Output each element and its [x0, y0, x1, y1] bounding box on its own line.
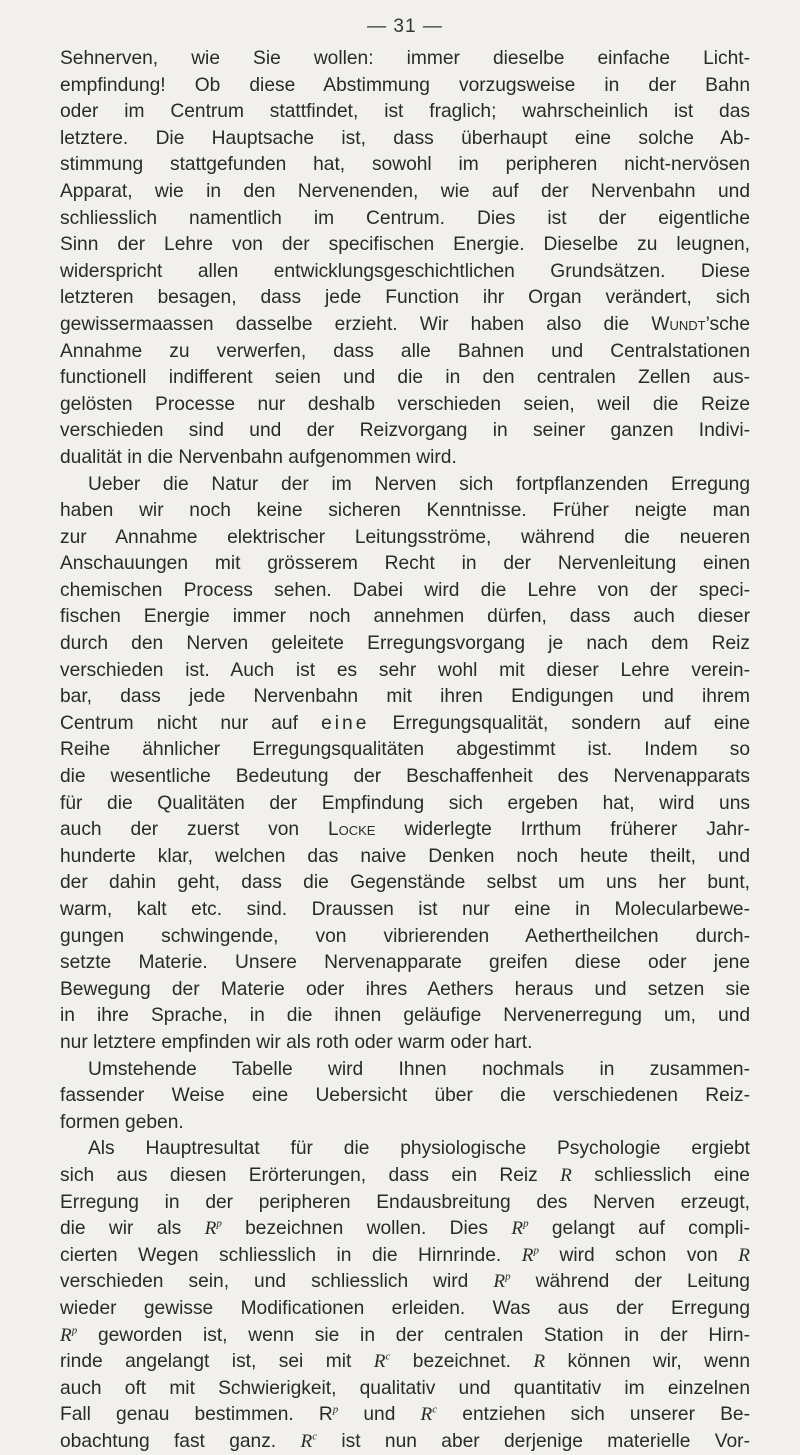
text-line: empfindung! Ob diese Abstimmung vorzugsweise in der Bahn: [60, 74, 750, 96]
text-line: Apparat, wie in den Nervenenden, wie auf der Nervenbahn und: [60, 180, 750, 202]
text-line: gelösten Processe nur deshalb verschieden seien, weil die Reize: [60, 393, 750, 415]
symbol-r: R: [420, 1404, 433, 1426]
text-line: nur letztere empfinden wir als roth oder warm oder hart.: [60, 1031, 533, 1053]
text-line: Erregung in der peripheren Endausbreitung des Nerven erzeugt,: [60, 1191, 750, 1213]
text-line: fischen Energie immer noch annehmen dürfen, dass auch dieser: [60, 606, 750, 628]
symbol-r: R: [521, 1244, 534, 1266]
text-line: fassender Weise eine Uebersicht über die verschiedenen Reiz-: [60, 1085, 750, 1107]
symbol-r: R: [493, 1271, 506, 1293]
symbol-r: R: [533, 1351, 546, 1373]
text-fragment: sich aus diesen Erörterungen, dass ein Reiz: [60, 1164, 538, 1186]
superscript-c: c: [432, 1403, 438, 1416]
superscript-p: p: [523, 1217, 529, 1230]
superscript-p: p: [216, 1217, 222, 1230]
text-line: haben wir noch keine sicheren Kenntnisse. Früher neigte man: [60, 500, 750, 522]
text-line: zur Annahme elektrischer Leitungsströme, während die neueren: [60, 526, 750, 548]
symbol-r-upright: R: [318, 1404, 333, 1426]
text-line: in ihre Sprache, in die ihnen geläufige Nervenerregung um, und: [60, 1005, 750, 1027]
text-line: gungen schwingende, von vibrierenden Aethertheilchen durch-: [60, 925, 750, 947]
text-line: stimmung stattgefunden hat, sowohl im peripheren nicht-nervösen: [60, 154, 750, 176]
text-line: verschieden ist. Auch ist es sehr wohl mit dieser Lehre verein-: [60, 659, 750, 681]
superscript-p: p: [71, 1324, 78, 1337]
text-line: Reihe ähnlicher Erregungsqualitäten abgestimmt ist. Indem so: [60, 739, 750, 761]
text-line: [60, 1163, 750, 1190]
text-line: verschieden sind und der Reizvorgang in seiner ganzen Indivi-: [60, 420, 750, 442]
text-fragment: widerlegte Irrthum früherer Jahr-: [404, 819, 750, 841]
paragraph-1: [60, 46, 750, 472]
text-line: Sehnerven, wie Sie wollen: immer dieselbe einfache Licht-: [60, 48, 750, 69]
emphasized-word: eine: [321, 712, 370, 734]
author-name: Locke: [327, 819, 376, 841]
text-line: setzte Materie. Unsere Nervenapparate greifen diese oder jene: [60, 952, 750, 974]
text-line: die wesentliche Bedeutung der Beschaffenheit des Nervenapparats: [60, 766, 750, 788]
text-line: Umstehende Tabelle wird Ihnen nochmals in zusammen-: [88, 1058, 750, 1080]
text-line: bar, dass jede Nervenbahn mit ihren Endigungen und ihrem: [60, 686, 750, 708]
text-line: hunderte klar, welchen das naive Denken noch heute theilt, und: [60, 845, 750, 867]
text-fragment: bezeichnen wollen. Dies: [245, 1218, 489, 1240]
text-line: Sinn der Lehre von der specifischen Energie. Dieselbe zu leugnen,: [60, 234, 750, 256]
symbol-r: R: [373, 1351, 386, 1373]
text-fragment: wird schon von: [559, 1244, 718, 1266]
text-fragment: geworden ist, wenn sie in der centralen Station in der Hirn-: [97, 1324, 750, 1346]
symbol-r: R: [204, 1218, 217, 1240]
text-fragment: gewissermaassen dasselbe erzieht. Wir haben also die: [60, 313, 630, 335]
superscript-c: c: [312, 1430, 318, 1443]
text-line: für die Qualitäten der Empfindung sich ergeben hat, wird uns: [60, 792, 750, 814]
text-line: [60, 817, 750, 844]
text-fragment: schliesslich eine: [594, 1164, 750, 1186]
text-line: [60, 1216, 750, 1243]
text-fragment: während der Leitung: [535, 1271, 750, 1293]
text-fragment: entziehen sich unserer Be-: [462, 1404, 750, 1426]
text-fragment: cierten Wegen schliesslich in die Hirnrinde.: [60, 1244, 502, 1266]
text-line: [60, 1349, 750, 1376]
text-line: durch den Nerven geleitete Erregungsvorgang je nach dem Reiz: [60, 633, 750, 655]
text-line: [60, 1243, 750, 1270]
text-line: chemischen Process sehen. Dabei wird die Lehre von der speci-: [60, 579, 750, 601]
text-fragment: ist nun aber derjenige materielle Vor-: [341, 1430, 750, 1452]
text-fragment: bezeichnet.: [412, 1351, 511, 1373]
text-line: [60, 312, 750, 339]
text-fragment: und: [363, 1404, 396, 1426]
paragraph-4: [60, 1136, 750, 1455]
text-line: Ueber die Natur der im Nerven sich fortpflanzenden Erregung: [88, 473, 750, 495]
text-fragment: gelangt auf compli-: [551, 1218, 750, 1240]
text-fragment: können wir, wenn: [567, 1351, 750, 1373]
text-line: Annahme zu verwerfen, dass alle Bahnen und Centralstationen: [60, 340, 750, 362]
text-line: auch oft mit Schwierigkeit, qualitativ und quantitativ im einzelnen: [60, 1377, 750, 1399]
text-line: letzteren besagen, dass jede Function ihr Organ verändert, sich: [60, 287, 750, 309]
book-page: [60, 12, 750, 1452]
text-line: dualität in die Nervenbahn aufgenommen wird.: [60, 446, 457, 468]
text-fragment: Centrum nicht nur auf: [60, 712, 298, 734]
page-number: — 31 —: [367, 16, 443, 37]
text-fragment: die wir als: [60, 1218, 182, 1240]
text-line: Bewegung der Materie oder ihres Aethers heraus und setzen sie: [60, 978, 750, 1000]
text-line: Anschauungen mit grösserem Recht in der Nervenleitung einen: [60, 553, 750, 575]
text-line: [60, 1402, 750, 1429]
text-line: [60, 711, 750, 738]
text-line: [60, 1323, 750, 1350]
superscript-c: c: [385, 1350, 391, 1363]
symbol-r: R: [300, 1430, 313, 1452]
text-line: widerspricht allen entwicklungsgeschichtlichen Grundsätzen. Diese: [60, 260, 750, 282]
text-line: formen geben.: [60, 1111, 184, 1133]
text-line: der dahin geht, dass die Gegenstände selbst um uns her bunt,: [60, 872, 750, 894]
text-line: letztere. Die Hauptsache ist, dass überhaupt eine solche Ab-: [60, 127, 750, 149]
text-line: schliesslich namentlich im Centrum. Dies ist der eigentliche: [60, 207, 750, 229]
paragraph-3: [60, 1057, 750, 1137]
text-fragment: verschieden sein, und schliesslich wird: [60, 1271, 469, 1293]
text-line: oder im Centrum stattfindet, ist fraglich; wahrscheinlich ist das: [60, 101, 750, 123]
text-fragment: Fall genau bestimmen.: [60, 1404, 294, 1426]
symbol-r: R: [511, 1218, 524, 1240]
text-line: [60, 1269, 750, 1296]
superscript-p: p: [505, 1270, 511, 1283]
author-name: Wundt: [651, 313, 706, 335]
symbol-r: R: [738, 1244, 750, 1266]
text-fragment: rinde angelangt ist, sei mit: [60, 1351, 352, 1373]
text-line: wieder gewisse Modificationen erleiden. Was aus der Erregung: [60, 1297, 750, 1319]
text-fragment: ’sche: [705, 313, 750, 335]
superscript-p: p: [332, 1403, 339, 1416]
text-fragment: obachtung fast ganz.: [60, 1430, 277, 1452]
text-line: Als Hauptresultat für die physiologische Psychologie ergiebt: [88, 1138, 750, 1160]
text-fragment: Erregungsqualität, sondern auf eine: [392, 712, 750, 734]
text-fragment: auch der zuerst von: [60, 819, 300, 841]
symbol-r: R: [560, 1164, 572, 1186]
text-line: [60, 1429, 750, 1455]
paragraph-2: [60, 472, 750, 1057]
superscript-p: p: [533, 1244, 539, 1257]
symbol-r: R: [60, 1324, 72, 1346]
text-line: functionell indifferent seien und die in den centralen Zellen aus-: [60, 367, 750, 389]
text-line: warm, kalt etc. sind. Draussen ist nur eine in Molecularbewe-: [60, 899, 750, 920]
